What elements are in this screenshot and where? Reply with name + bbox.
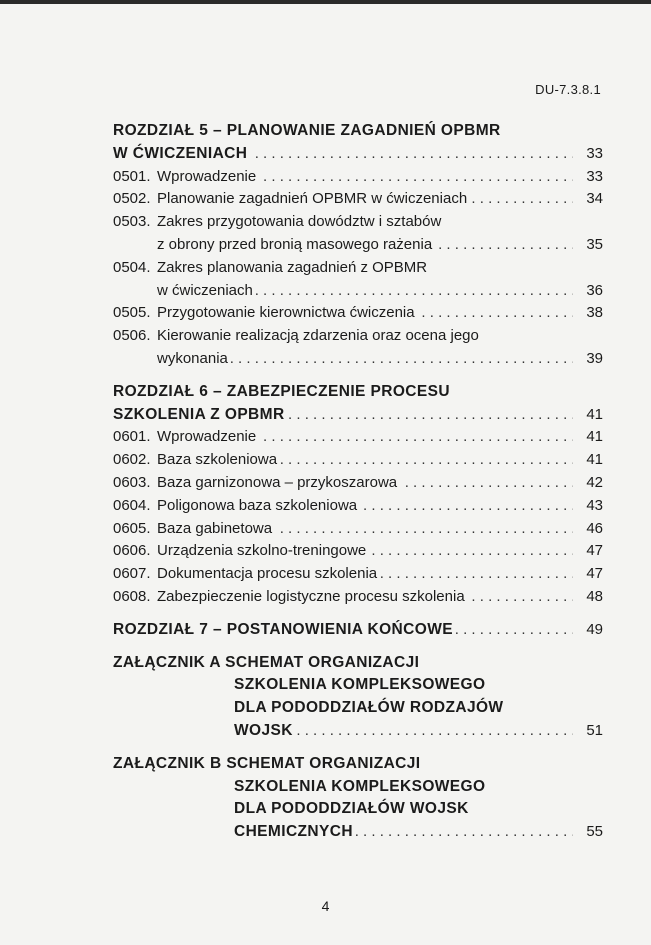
toc-entry-0505[interactable] (113, 302, 603, 325)
chapter-5-title-line2: W ĆWICZENIACH (113, 145, 250, 162)
annex-a-heading[interactable] (113, 652, 603, 675)
toc-entry-0607[interactable] (113, 563, 603, 586)
document-code: DU-7.3.8.1 (535, 82, 601, 97)
annex-b-title-line3: DLA PODODDZIAŁÓW WOJSK (113, 800, 472, 817)
entry-title: Zakres planowania zagadnień z OPBMR (157, 258, 428, 276)
page-ref: 38 (577, 302, 603, 325)
page-ref: 47 (577, 540, 603, 563)
annex-b-line3[interactable] (113, 798, 603, 821)
page-ref: 46 (577, 518, 603, 541)
entry-title: Planowanie zagadnień OPBMR w ćwiczeniach (157, 190, 468, 208)
annex-b-title-line4: CHEMICZNYCH (113, 823, 356, 840)
annex-b-title-line2: SZKOLENIA KOMPLEKSOWEGO (113, 778, 488, 795)
page-ref: 51 (577, 720, 603, 743)
toc-entry-0501[interactable] (113, 166, 603, 189)
entry-title: Zabezpieczenie logistyczne procesu szkolenia (157, 587, 465, 605)
entry-number: 0501. (113, 167, 151, 185)
annex-b-line2[interactable] (113, 776, 603, 799)
chapter-5-heading[interactable] (113, 120, 603, 143)
annex-a-title-line3: DLA PODODDZIAŁÓW RODZAJÓW (113, 699, 506, 716)
annex-a-title-line4: WOJSK (113, 722, 296, 739)
entry-number: 0606. (113, 542, 151, 560)
entry-number: 0504. (113, 258, 151, 276)
page-ref: 42 (577, 472, 603, 495)
toc-entry-0506-cont[interactable] (113, 348, 603, 371)
entry-number: 0505. (113, 304, 151, 322)
toc-entry-0503[interactable] (113, 211, 603, 234)
chapter-6-title-line1: ROZDZIAŁ 6 – ZABEZPIECZENIE PROCESU (113, 383, 453, 400)
chapter-6-heading[interactable] (113, 381, 603, 404)
entry-title-cont: z obrony przed bronią masowego rażenia (113, 236, 435, 253)
entry-number: 0603. (113, 473, 151, 491)
entry-title: Przygotowanie kierownictwa ćwiczenia (157, 304, 415, 322)
page-ref: 49 (577, 619, 603, 642)
chapter-5-title-line1: ROZDZIAŁ 5 – PLANOWANIE ZAGADNIEŃ OPBMR (113, 122, 504, 139)
annex-b-heading[interactable] (113, 753, 603, 776)
entry-number: 0502. (113, 190, 151, 208)
toc-entry-0601[interactable] (113, 426, 603, 449)
page-ref: 41 (577, 404, 603, 427)
entry-title: Wprowadzenie (157, 167, 257, 185)
annex-a-line4[interactable] (113, 720, 603, 743)
annex-b-line4[interactable] (113, 821, 603, 844)
entry-title: Poligonowa baza szkoleniowa (157, 496, 358, 514)
entry-title: Zakres przygotowania dowództw i sztabów (157, 213, 442, 231)
page-ref: 43 (577, 495, 603, 518)
entry-title: Baza szkoleniowa (157, 451, 278, 469)
page-number: 4 (321, 898, 330, 914)
entry-title: Kierowanie realizacją zdarzenia oraz ocena jego (157, 327, 479, 345)
entry-title: Urządzenia szkolno-treningowe (157, 542, 367, 560)
entry-title-cont: w ćwiczeniach (113, 282, 256, 299)
entry-title: Baza gabinetowa (157, 519, 273, 537)
toc-entry-0502[interactable] (113, 188, 603, 211)
entry-number: 0608. (113, 587, 151, 605)
toc-entry-0605[interactable] (113, 518, 603, 541)
entry-number: 0605. (113, 519, 151, 537)
chapter-5-heading-line2[interactable] (113, 143, 603, 166)
page-ref: 33 (577, 143, 603, 166)
page-ref: 36 (577, 280, 603, 303)
annex-a-line2[interactable] (113, 674, 603, 697)
entry-title: Dokumentacja procesu szkolenia (157, 565, 378, 583)
toc-entry-0503-cont[interactable] (113, 234, 603, 257)
page-ref: 34 (577, 188, 603, 211)
toc-entry-0606[interactable] (113, 540, 603, 563)
entry-title-cont: wykonania (113, 350, 231, 367)
entry-number: 0602. (113, 451, 151, 469)
toc-entry-0506[interactable] (113, 325, 603, 348)
toc-entry-0602[interactable] (113, 449, 603, 472)
entry-title: Baza garnizonowa – przykoszarowa (157, 473, 398, 491)
toc-entry-0504[interactable] (113, 257, 603, 280)
page-ref: 35 (577, 234, 603, 257)
chapter-6-heading-line2[interactable] (113, 404, 603, 427)
annex-b-title-line1: SCHEMAT ORGANIZACJI (226, 754, 421, 772)
annex-a-line3[interactable] (113, 697, 603, 720)
page-ref: 47 (577, 563, 603, 586)
entry-number: 0607. (113, 565, 151, 583)
page-ref: 33 (577, 166, 603, 189)
toc-entry-0604[interactable] (113, 495, 603, 518)
chapter-6-title-line2: SZKOLENIA Z OPBMR (113, 406, 288, 423)
entry-number: 0506. (113, 327, 151, 345)
toc-entry-0504-cont[interactable] (113, 280, 603, 303)
entry-number: 0604. (113, 496, 151, 514)
page-ref: 41 (577, 449, 603, 472)
page-ref: 39 (577, 348, 603, 371)
entry-number: 0601. (113, 428, 151, 446)
toc-entry-0608[interactable] (113, 586, 603, 609)
top-border (0, 0, 651, 4)
table-of-contents (113, 120, 603, 844)
annex-a-title-line2: SZKOLENIA KOMPLEKSOWEGO (113, 676, 488, 693)
entry-number: 0503. (113, 213, 151, 231)
annex-a-title-line1: SCHEMAT ORGANIZACJI (225, 653, 420, 671)
annex-a-label: ZAŁĄCZNIK A (113, 653, 221, 671)
page-ref: 41 (577, 426, 603, 449)
page-ref: 48 (577, 586, 603, 609)
toc-entry-0603[interactable] (113, 472, 603, 495)
annex-b-label: ZAŁĄCZNIK B (113, 754, 222, 772)
page-ref: 55 (577, 821, 603, 844)
chapter-7-title: ROZDZIAŁ 7 – POSTANOWIENIA KOŃCOWE (113, 621, 456, 638)
chapter-7-heading[interactable] (113, 619, 603, 642)
entry-title: Wprowadzenie (157, 428, 257, 446)
